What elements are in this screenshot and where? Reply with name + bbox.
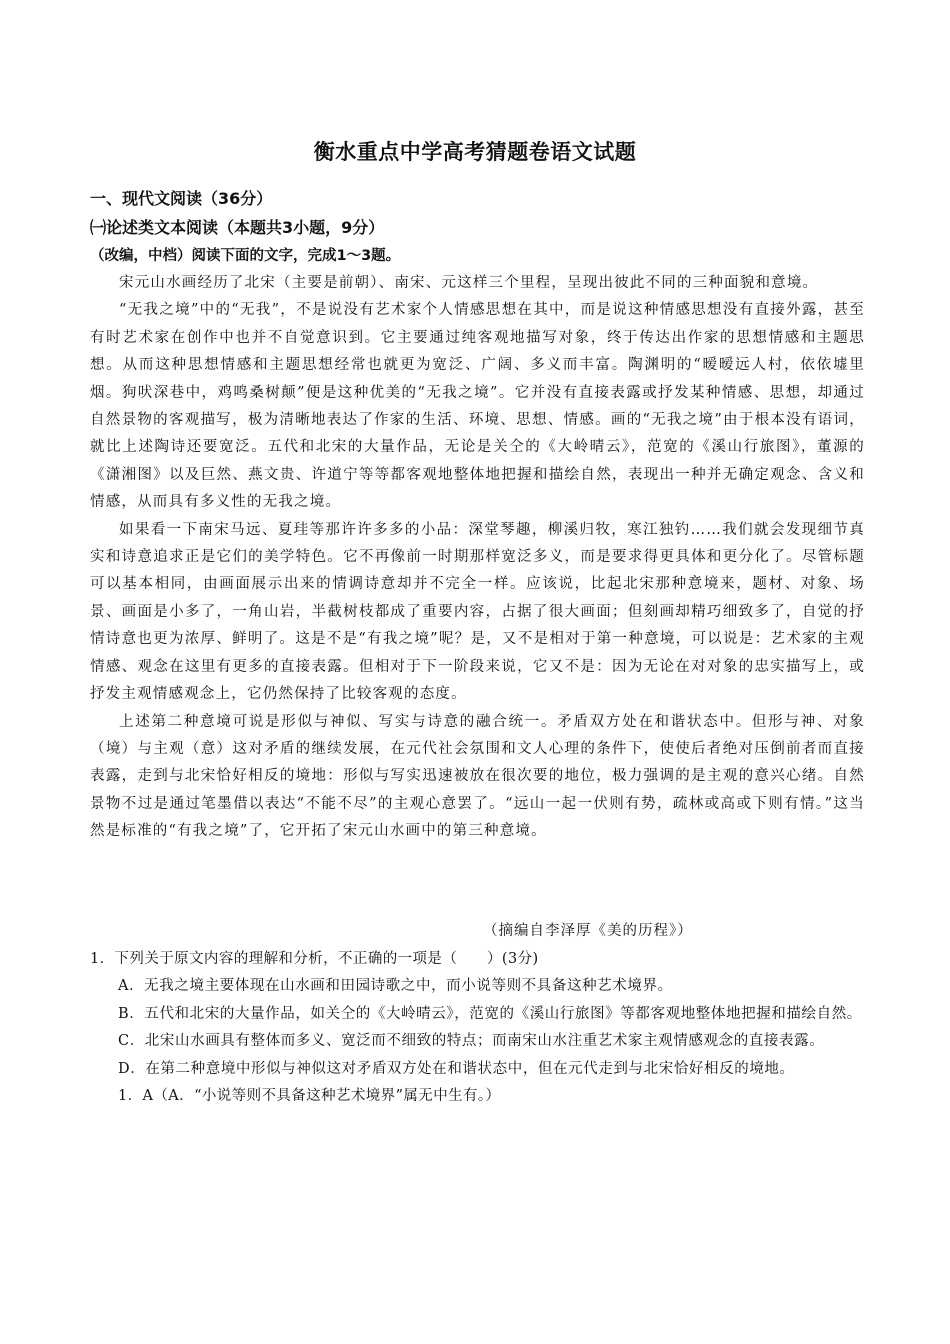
- reading-passage: [90, 270, 865, 846]
- passage-paragraph-4: 上述第二种意境可说是形似与神似、写实与诗意的融合统一。矛盾双方处在和谐状态中。但形与神、对象（境）与主观（意）这对矛盾的继续发展，在元代社会氛围和文人心理的条件下，使使后者绝对压倒前者而直接表露，走到与北宋恰好相反的境地：形似与写实迅速被放在很次要的地位，极力强调的是主观的意兴心绪。自然景物不过是通过笔墨借以表达“不能不尽”的主观心意罢了。“远山一起一伏则有势，疏林或高或下则有情。”这当然是标准的“有我之境”了，它开拓了宋元山水画中的第三种意境。: [90, 713, 865, 840]
- option-a: A．无我之境主要体现在山水画和田园诗歌之中，而小说等则不具备这种艺术境界。: [118, 978, 673, 995]
- passage-paragraph-1: 宋元山水画经历了北宋（主要是前朝）、南宋、元这样三个里程，呈现出彼此不同的三种面貌和意境。: [119, 275, 819, 291]
- answer-explanation: 1．A（A．“小说等则不具备这种艺术境界”属无中生有。）: [118, 1088, 501, 1105]
- passage-source: （摘编自李泽厚《美的历程》）: [483, 923, 693, 939]
- page-title: 衡水重点中学高考猜题卷语文试题: [313, 140, 637, 164]
- subsection-heading: ㈠论述类文本阅读（本题共3小题，9分）: [90, 218, 385, 237]
- option-d: D．在第二种意境中形似与神似这对矛盾双方处在和谐状态中，但在元代走到与北宋恰好相反的境地。: [118, 1060, 795, 1077]
- question-stem: 1．下列关于原文内容的理解和分析，不正确的一项是（ ）(3分): [90, 951, 539, 967]
- passage-paragraph-3: 如果看一下南宋马远、夏珪等那许许多多的小品：深堂琴趣，柳溪归牧，寒江独钓……我们就会发现细节真实和诗意追求正是它们的美学特色。它不再像前一时期那样宽泛多义，而是要求得更具体和更分化了。尽管标题可以基本相同，由画面展示出来的情调诗意却并不完全一样。应该说，比起北宋那种意境来，题材、对象、场景、画面是小多了，一角山岩，半截树枝都成了重要内容，占据了很大画面；但刻画却精巧细致多了，自觉的抒情诗意也更为浓厚、鲜明了。这是不是“有我之境”呢？是，又不是相对于第一种意境，可以说是：艺术家的主观情感、观念在这里有更多的直接表露。但相对于下一阶段来说，它又不是：因为无论在对对象的忠实描写上，或抒发主观情感观念上，它仍然保持了比较客观的态度。: [90, 521, 865, 703]
- option-c: C．北宋山水画具有整体而多义、宽泛而不细致的特点；而南宋山水注重艺术家主观情感观念的直接表露。: [118, 1033, 825, 1050]
- question-1: [90, 946, 865, 1110]
- passage-paragraph-2: “无我之境”中的“无我”，不是说没有艺术家个人情感思想在其中，而是说这种情感思想没有直接外露，甚至有时艺术家在创作中也并不自觉意识到。它主要通过纯客观地描写对象，终于传达出作家的思想情感和主题思想。从而这种思想情感和主题思想经常也就更为宽泛、广阔、多义而丰富。陶渊明的“暧暧远人村，依依墟里烟。狗吠深巷中，鸡鸣桑树颠”便是这种优美的“无我之境”。它并没有直接表露或抒发某种情感、思想，却通过自然景物的客观描写，极为清晰地表达了作家的生活、环境、思想、情感。画的“无我之境”由于根本没有语词，就比上述陶诗还要宽泛。五代和北宋的大量作品，无论是关仝的《大岭晴云》，范宽的《溪山行旅图》，董源的《潇湘图》以及巨然、燕文贵、许道宁等等都客观地整体地把握和描绘自然，表现出一种并无确定观念、含义和情感，从而具有多义性的无我之境。: [90, 302, 865, 511]
- reading-instruction: （改编，中档）阅读下面的文字，完成1～3题。: [90, 248, 401, 264]
- option-b: B．五代和北宋的大量作品，如关仝的《大岭晴云》，范宽的《溪山行旅图》等都客观地整体地把握和描绘自然。: [118, 1005, 862, 1022]
- section-heading: 一、现代文阅读（36分）: [90, 189, 273, 208]
